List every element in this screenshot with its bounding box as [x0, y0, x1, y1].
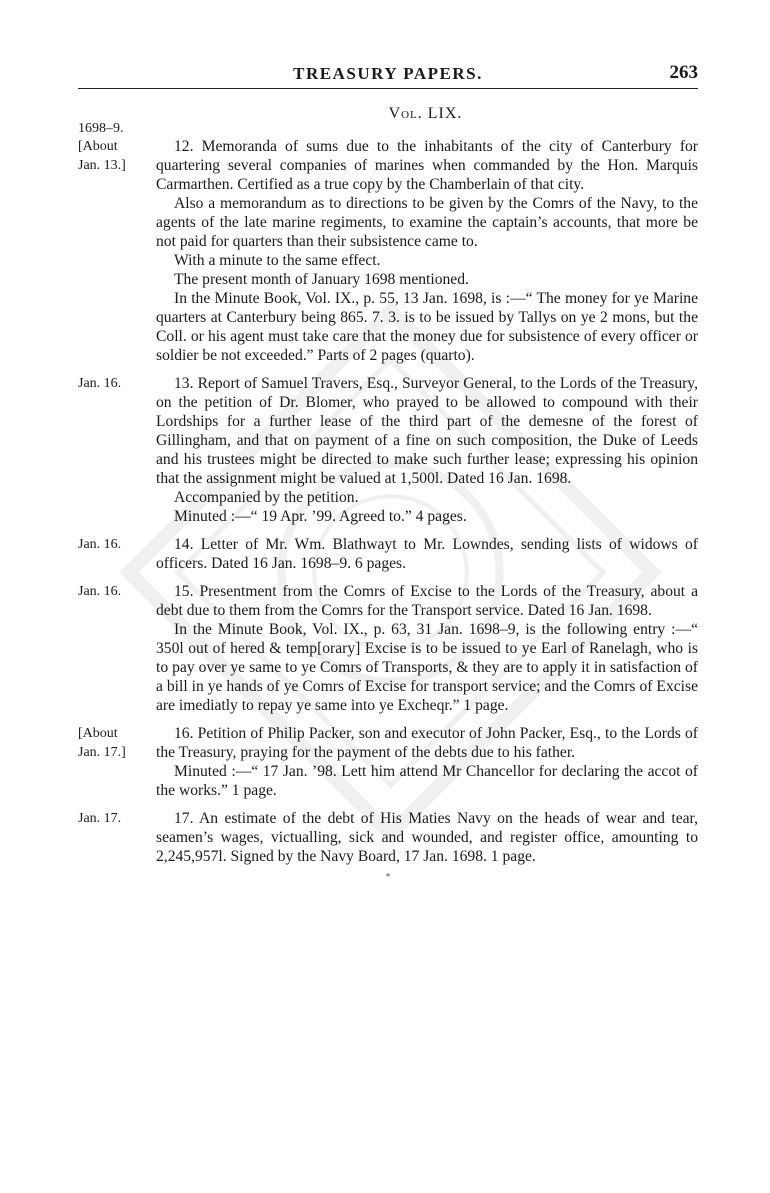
- entry-date-line: Jan. 17.]: [78, 745, 126, 760]
- entry-body: [156, 724, 698, 800]
- entry-date: [78, 137, 156, 365]
- entry-paragraph: The present month of January 1698 mentioned.: [174, 271, 469, 288]
- document-page: [78, 58, 698, 884]
- year-label: 1698–9.: [78, 121, 124, 136]
- entry-paragraph: 17. An estimate of the debt of His Maties Navy on the heads of wear and tear, seamen’s wages, victualling, sick and wounded, and register office, amounting to 2,245,957l. Signed by the Navy Board, 17 Jan. 1698. 1 page.: [156, 810, 698, 865]
- entry-body: [156, 374, 698, 526]
- entry-body: [156, 137, 698, 365]
- entry-date-line: [About: [78, 139, 118, 154]
- entry: [78, 535, 698, 573]
- footer-mark: ": [385, 873, 391, 884]
- entry-date: [78, 809, 156, 866]
- entry-paragraph: With a minute to the same effect.: [174, 252, 381, 269]
- entry-date-line: [About: [78, 726, 118, 741]
- entry-paragraph: 16. Petition of Philip Packer, son and executor of John Packer, Esq., to the Lords of the Treasury, praying for the payment of the debts due to his father.: [156, 725, 698, 761]
- entry-paragraph: 12. Memoranda of sums due to the inhabitants of the city of Canterbury for quartering several companies of marines when commanded by the Hon. Marquis Carmarthen. Certified as a true copy by the Chamberlain of that city.: [156, 138, 698, 193]
- entry-body: [156, 809, 698, 866]
- entry-date: [78, 374, 156, 526]
- entry-date-line: Jan. 16.: [78, 376, 122, 391]
- entry-date: [78, 724, 156, 800]
- entry-body: [156, 535, 698, 573]
- entry-date-line: Jan. 16.: [78, 584, 122, 599]
- entry: [78, 724, 698, 800]
- entry-date-line: Jan. 13.]: [78, 158, 126, 173]
- page-number: 263: [669, 62, 698, 83]
- entry: [78, 374, 698, 526]
- entry-paragraph: Accompanied by the petition.: [174, 489, 359, 506]
- entry-paragraph: 15. Presentment from the Comrs of Excise to the Lords of the Treasury, about a debt due to them from the Comrs for the Transport service. Dated 16 Jan. 1698.: [156, 583, 698, 619]
- entry-date-line: Jan. 16.: [78, 537, 122, 552]
- entry-paragraph: In the Minute Book, Vol. IX., p. 55, 13 Jan. 1698, is :—“ The money for ye Marine quarters at Canterbury being 865. 7. 3. is to be issued by Tallys on ye 2 mons, but the Coll. or his agent must take care that the money due for subsistence of every officer or soldier be not exceeded.” Parts of 2 pages (quarto).: [156, 290, 698, 364]
- entry-date: [78, 582, 156, 715]
- entry: [78, 582, 698, 715]
- entry-paragraph: Also a memorandum as to directions to be given by the Comrs of the Navy, to the agents of the late marine regiments, to examine the captain’s accounts, that more be not paid for quarters than their subsistence came to.: [156, 195, 698, 250]
- entry-paragraph: 13. Report of Samuel Travers, Esq., Surveyor General, to the Lords of the Treasury, on the petition of Dr. Blomer, who prayed to be allowed to compound with their Lordships for a further lease of the third part of the demesne of the forest of Gillingham, and that on payment of a fine on such composition, the Duke of Leeds and his trustees might be directed to make such further lease; expressing his opinion that the assignment might be valued at 1,500l. Dated 16 Jan. 1698.: [156, 375, 698, 487]
- entry: [78, 809, 698, 866]
- entry-date-line: Jan. 17.: [78, 811, 122, 826]
- entry: [78, 137, 698, 365]
- entry-date: [78, 535, 156, 573]
- entry-paragraph: 14. Letter of Mr. Wm. Blathwayt to Mr. Lowndes, sending lists of widows of officers. Dated 16 Jan. 1698–9. 6 pages.: [156, 536, 698, 572]
- running-title: TREASURY PAPERS.: [293, 64, 483, 83]
- entry-paragraph: In the Minute Book, Vol. IX., p. 63, 31 Jan. 1698–9, is the following entry :—“ 350l out of hered & temp[orary] Excise is to be issued to ye Earl of Ranelagh, who is to pay over ye same to ye Comrs of Transports, & they are to apply it in satisfaction of a bill in ye hands of ye Comrs of Excise for transport service; and the Comrs of Excise are imediatly to repay ye same into ye Excheqr.” 1 page.: [156, 621, 698, 714]
- entry-body: [156, 582, 698, 715]
- entries-list: [78, 137, 698, 866]
- entry-paragraph: Minuted :—“ 17 Jan. ’98. Lett him attend Mr Chancellor for declaring the accot of the works.” 1 page.: [156, 763, 698, 799]
- running-header: [78, 58, 698, 89]
- volume-heading: Vol. LIX.: [388, 105, 463, 122]
- entry-paragraph: Minuted :—“ 19 Apr. ’99. Agreed to.” 4 pages.: [174, 508, 467, 525]
